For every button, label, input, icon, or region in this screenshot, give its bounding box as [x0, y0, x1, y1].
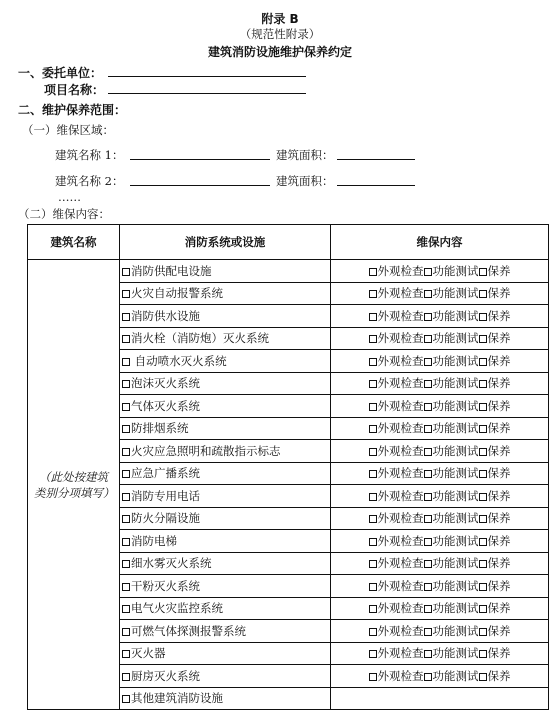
content-option-label: 外观检查: [377, 623, 424, 638]
content-option-label: 保养: [487, 578, 511, 593]
system-checkbox[interactable]: [122, 403, 130, 411]
content-option-label: 外观检查: [377, 578, 424, 593]
system-label: 泡沫灭火系统: [131, 376, 200, 391]
content-option-label: 功能测试: [432, 623, 479, 638]
content-option-label: 功能测试: [432, 533, 479, 548]
content-checkbox[interactable]: [424, 313, 432, 321]
content-option-label: 外观检查: [377, 488, 424, 503]
client-unit-field[interactable]: [108, 76, 306, 77]
content-checkbox[interactable]: [479, 673, 487, 681]
system-cell: [120, 620, 331, 643]
content-checkbox[interactable]: [369, 290, 377, 298]
system-checkbox[interactable]: [122, 650, 130, 658]
scope-label: 二、维护保养范围：: [18, 103, 127, 117]
content-option-label: 功能测试: [432, 286, 479, 301]
content-cell: [331, 507, 549, 530]
building-category-note: （此处按建筑类别分项填写）: [28, 260, 120, 710]
content-option-label: 保养: [487, 376, 511, 391]
content-checkbox[interactable]: [424, 358, 432, 366]
system-label: 可燃气体探测报警系统: [131, 623, 246, 638]
building-area-2-field[interactable]: [337, 185, 415, 186]
content-option-label: 外观检查: [377, 556, 424, 571]
system-cell: [120, 687, 331, 710]
system-checkbox[interactable]: [122, 448, 130, 456]
system-checkbox[interactable]: [122, 695, 130, 703]
system-label: 气体灭火系统: [131, 398, 200, 413]
content-cell: [331, 440, 549, 463]
content-checkbox[interactable]: [369, 380, 377, 388]
content-option-label: 外观检查: [377, 668, 424, 683]
content-option-label: 功能测试: [432, 556, 479, 571]
system-label: 电气火灾监控系统: [131, 601, 223, 616]
building-area-2-label: 建筑面积：: [276, 174, 334, 188]
system-checkbox[interactable]: [122, 358, 130, 366]
system-cell: [120, 395, 331, 418]
content-checkbox[interactable]: [424, 425, 432, 433]
content-option-label: 外观检查: [377, 646, 424, 661]
content-option-label: 功能测试: [432, 376, 479, 391]
system-checkbox[interactable]: [122, 313, 130, 321]
system-checkbox[interactable]: [122, 515, 130, 523]
content-checkbox[interactable]: [479, 538, 487, 546]
system-cell: [120, 327, 331, 350]
content-option-label: 外观检查: [377, 421, 424, 436]
header-content: 维保内容: [331, 225, 549, 260]
content-checkbox[interactable]: [369, 628, 377, 636]
content-checkbox[interactable]: [479, 425, 487, 433]
system-label: 细水雾灭火系统: [131, 556, 212, 571]
content-checkbox[interactable]: [479, 448, 487, 456]
appendix-label: 附录 B: [261, 12, 299, 26]
system-cell: [120, 350, 331, 373]
content-checkbox[interactable]: [369, 515, 377, 523]
content-checkbox[interactable]: [369, 673, 377, 681]
content-cell: [331, 395, 549, 418]
content-option-label: 功能测试: [432, 443, 479, 458]
content-option-label: 保养: [487, 511, 511, 526]
content-checkbox[interactable]: [424, 290, 432, 298]
content-checkbox[interactable]: [479, 605, 487, 613]
content-cell: [331, 327, 549, 350]
content-option-label: 保养: [487, 443, 511, 458]
content-checkbox[interactable]: [369, 403, 377, 411]
content-checkbox[interactable]: [424, 403, 432, 411]
project-name-label: 项目名称：: [44, 83, 105, 97]
header-building-name: 建筑名称: [28, 225, 120, 260]
content-cell: [331, 552, 549, 575]
table-row: [28, 260, 549, 283]
system-cell: [120, 305, 331, 328]
content-option-label: 保养: [487, 668, 511, 683]
content-option-label: 保养: [487, 488, 511, 503]
content-option-label: 外观检查: [377, 601, 424, 616]
content-checkbox[interactable]: [369, 358, 377, 366]
content-option-label: 保养: [487, 398, 511, 413]
content-option-label: 外观检查: [377, 376, 424, 391]
content-checkbox[interactable]: [479, 403, 487, 411]
content-cell: [331, 575, 549, 598]
system-cell: [120, 642, 331, 665]
content-cell: [331, 597, 549, 620]
content-checkbox[interactable]: [424, 605, 432, 613]
project-name-field[interactable]: [108, 93, 306, 94]
system-cell: [120, 552, 331, 575]
content-option-label: 功能测试: [432, 668, 479, 683]
content-cell: [331, 665, 549, 688]
content-cell: [331, 350, 549, 373]
system-cell: [120, 440, 331, 463]
content-option-label: 功能测试: [432, 466, 479, 481]
content-checkbox[interactable]: [479, 470, 487, 478]
system-checkbox[interactable]: [122, 673, 130, 681]
content-checkbox[interactable]: [369, 605, 377, 613]
system-checkbox[interactable]: [122, 605, 130, 613]
content-option-label: 保养: [487, 263, 511, 278]
content-cell: [331, 372, 549, 395]
system-label: 消防供配电设施: [131, 263, 212, 278]
system-checkbox[interactable]: [122, 493, 130, 501]
system-label: 消防专用电话: [131, 488, 200, 503]
content-option-label: 保养: [487, 353, 511, 368]
content-option-label: 外观检查: [377, 511, 424, 526]
building-name-1-label: 建筑名称 1：: [55, 148, 124, 162]
building-name-2-label: 建筑名称 2：: [55, 174, 124, 188]
system-checkbox[interactable]: [122, 268, 130, 276]
content-checkbox[interactable]: [369, 560, 377, 568]
system-label: 防火分隔设施: [131, 511, 200, 526]
building-name-2-field[interactable]: [130, 185, 270, 186]
content-checkbox[interactable]: [479, 335, 487, 343]
content-checkbox[interactable]: [424, 673, 432, 681]
system-checkbox[interactable]: [122, 380, 130, 388]
content-checkbox[interactable]: [424, 380, 432, 388]
content-checkbox[interactable]: [479, 583, 487, 591]
content-checkbox[interactable]: [424, 628, 432, 636]
area-label: （一）维保区域：: [22, 123, 114, 137]
system-label: 应急广播系统: [131, 466, 200, 481]
system-cell: [120, 485, 331, 508]
content-option-label: 保养: [487, 308, 511, 323]
content-option-label: 功能测试: [432, 578, 479, 593]
content-option-label: 功能测试: [432, 308, 479, 323]
content-checkbox[interactable]: [424, 515, 432, 523]
table-header-row: [28, 225, 549, 260]
content-checkbox[interactable]: [479, 313, 487, 321]
system-checkbox[interactable]: [122, 470, 130, 478]
content-option-label: 功能测试: [432, 398, 479, 413]
system-label: 灭火器: [131, 646, 166, 661]
ellipsis: ……: [58, 190, 81, 204]
content-option-label: 保养: [487, 601, 511, 616]
content-option-label: 保养: [487, 533, 511, 548]
system-label: 消火栓（消防炮）灭火系统: [131, 331, 269, 346]
system-checkbox[interactable]: [122, 560, 130, 568]
content-option-label: 外观检查: [377, 533, 424, 548]
content-option-label: 保养: [487, 331, 511, 346]
content-checkbox[interactable]: [424, 493, 432, 501]
content-option-label: 功能测试: [432, 421, 479, 436]
content-checkbox[interactable]: [369, 583, 377, 591]
building-area-1-field[interactable]: [337, 159, 415, 160]
system-label: 防排烟系统: [131, 421, 189, 436]
content-checkbox[interactable]: [479, 358, 487, 366]
system-cell: [120, 665, 331, 688]
system-checkbox[interactable]: [122, 538, 130, 546]
building-name-1-field[interactable]: [130, 159, 270, 160]
building-area-1-label: 建筑面积：: [276, 148, 334, 162]
content-checkbox[interactable]: [369, 313, 377, 321]
system-cell: [120, 462, 331, 485]
content-checkbox[interactable]: [424, 335, 432, 343]
header-system: 消防系统或设施: [120, 225, 331, 260]
content-option-label: 保养: [487, 466, 511, 481]
content-checkbox[interactable]: [424, 268, 432, 276]
content-label: （二）维保内容：: [18, 207, 110, 221]
content-cell: [331, 305, 549, 328]
content-option-label: 外观检查: [377, 263, 424, 278]
system-cell: [120, 282, 331, 305]
content-checkbox[interactable]: [369, 493, 377, 501]
content-cell: [331, 417, 549, 440]
system-label: 消防供水设施: [131, 308, 200, 323]
content-option-label: 功能测试: [432, 511, 479, 526]
content-option-label: 保养: [487, 646, 511, 661]
content-option-label: 保养: [487, 623, 511, 638]
content-option-label: 功能测试: [432, 263, 479, 278]
content-checkbox[interactable]: [424, 538, 432, 546]
content-option-label: 外观检查: [377, 466, 424, 481]
content-checkbox[interactable]: [369, 650, 377, 658]
content-option-label: 功能测试: [432, 646, 479, 661]
maintenance-table: [27, 224, 549, 710]
content-option-label: 外观检查: [377, 286, 424, 301]
system-cell: [120, 372, 331, 395]
content-checkbox[interactable]: [479, 650, 487, 658]
content-option-label: 外观检查: [377, 443, 424, 458]
content-checkbox[interactable]: [424, 583, 432, 591]
content-checkbox[interactable]: [479, 380, 487, 388]
content-option-label: 功能测试: [432, 601, 479, 616]
content-checkbox[interactable]: [479, 493, 487, 501]
content-cell: [331, 462, 549, 485]
system-label: 厨房灭火系统: [131, 668, 200, 683]
system-label: 火灾应急照明和疏散指示标志: [131, 443, 281, 458]
content-option-label: 外观检查: [377, 398, 424, 413]
content-option-label: 保养: [487, 286, 511, 301]
content-option-label: 外观检查: [377, 331, 424, 346]
system-cell: [120, 417, 331, 440]
content-cell: [331, 687, 549, 710]
system-cell: [120, 575, 331, 598]
content-cell: [331, 485, 549, 508]
content-checkbox[interactable]: [479, 268, 487, 276]
content-cell: [331, 620, 549, 643]
content-checkbox[interactable]: [424, 560, 432, 568]
content-checkbox[interactable]: [369, 448, 377, 456]
system-cell: [120, 507, 331, 530]
client-unit-label: 一、委托单位：: [18, 66, 103, 80]
content-option-label: 功能测试: [432, 331, 479, 346]
content-option-label: 功能测试: [432, 353, 479, 368]
content-checkbox[interactable]: [479, 560, 487, 568]
content-cell: [331, 642, 549, 665]
content-checkbox[interactable]: [369, 425, 377, 433]
content-option-label: 保养: [487, 421, 511, 436]
content-checkbox[interactable]: [479, 628, 487, 636]
content-checkbox[interactable]: [369, 268, 377, 276]
system-checkbox[interactable]: [122, 583, 130, 591]
system-label: 火灾自动报警系统: [131, 286, 223, 301]
content-checkbox[interactable]: [479, 515, 487, 523]
system-label: 其他建筑消防设施: [131, 691, 223, 706]
content-cell: [331, 530, 549, 553]
system-checkbox[interactable]: [122, 335, 130, 343]
system-cell: [120, 260, 331, 283]
content-checkbox[interactable]: [424, 470, 432, 478]
system-cell: [120, 597, 331, 620]
content-checkbox[interactable]: [369, 538, 377, 546]
system-cell: [120, 530, 331, 553]
system-label: 干粉灭火系统: [131, 578, 200, 593]
content-checkbox[interactable]: [424, 448, 432, 456]
content-checkbox[interactable]: [369, 335, 377, 343]
system-label: 消防电梯: [131, 533, 177, 548]
content-checkbox[interactable]: [369, 470, 377, 478]
system-checkbox[interactable]: [122, 628, 130, 636]
system-checkbox[interactable]: [122, 290, 130, 298]
content-checkbox[interactable]: [424, 650, 432, 658]
content-option-label: 外观检查: [377, 353, 424, 368]
content-cell: [331, 260, 549, 283]
content-checkbox[interactable]: [479, 290, 487, 298]
content-option-label: 保养: [487, 556, 511, 571]
content-cell: [331, 282, 549, 305]
system-checkbox[interactable]: [122, 425, 130, 433]
normative-label: （规范性附录）: [239, 27, 321, 41]
content-option-label: 外观检查: [377, 308, 424, 323]
system-label: 自动喷水灭火系统: [131, 353, 227, 368]
document-title: 建筑消防设施维护保养约定: [207, 45, 352, 59]
content-option-label: 功能测试: [432, 488, 479, 503]
